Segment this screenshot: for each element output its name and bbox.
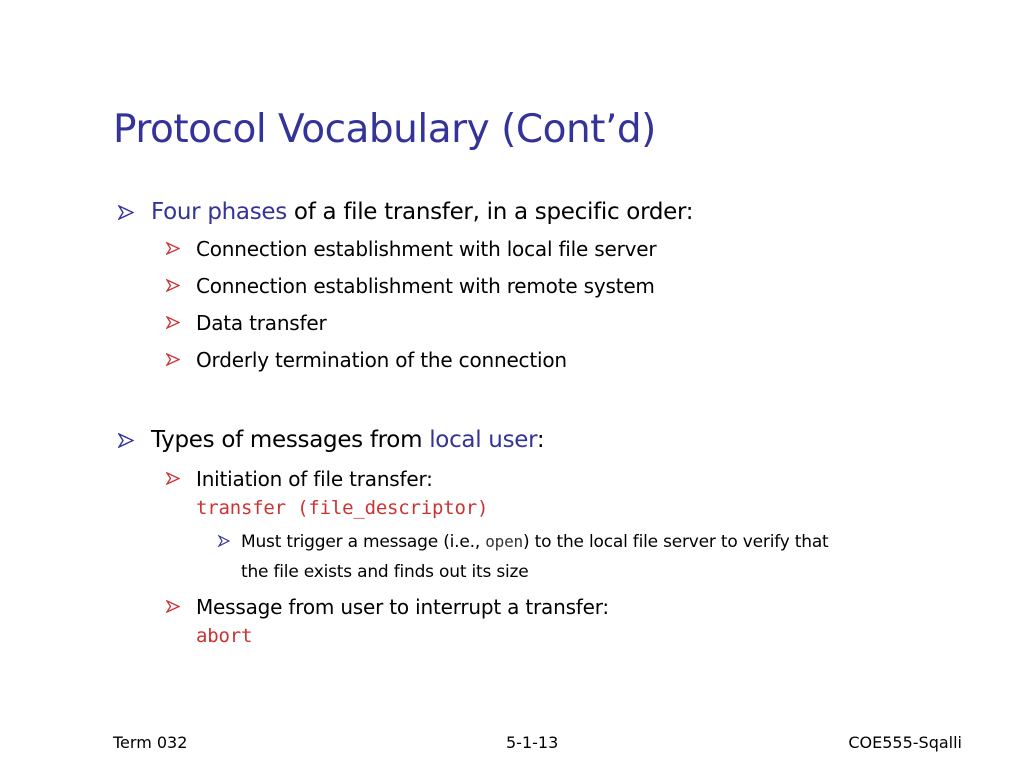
types-suffix: : bbox=[536, 427, 545, 453]
list-item-text: Data transfer bbox=[196, 311, 327, 335]
arrow-bullet-icon bbox=[166, 316, 180, 329]
footer-term: Term 032 bbox=[113, 733, 188, 752]
list-item-text: Message from user to interrupt a transfer: bbox=[196, 595, 609, 619]
list-item-text: Connection establishment with remote system bbox=[196, 274, 655, 298]
list-item-text: Initiation of file transfer: bbox=[196, 467, 433, 491]
four-phases-highlight: Four phases bbox=[151, 199, 287, 225]
code-open: open bbox=[485, 532, 523, 551]
footer-date: 5-1-13 bbox=[506, 733, 559, 752]
arrow-bullet-icon bbox=[166, 600, 180, 613]
arrow-bullet-icon bbox=[166, 472, 180, 485]
arrow-bullet-icon bbox=[118, 433, 134, 448]
arrow-bullet-icon bbox=[118, 205, 134, 220]
sub-item-part2: ) to the local file server to verify that bbox=[522, 532, 829, 552]
footer-course: COE555-Sqalli bbox=[848, 733, 962, 752]
sub-item-line2: the file exists and finds out its size bbox=[241, 562, 529, 582]
arrow-bullet-icon bbox=[218, 535, 230, 547]
arrow-bullet-icon bbox=[166, 242, 180, 255]
arrow-bullet-icon bbox=[166, 279, 180, 292]
code-transfer-text: transfer (file_descriptor) bbox=[196, 497, 489, 519]
slide-title: Protocol Vocabulary (Cont’d) bbox=[113, 107, 656, 152]
list-item-text: Orderly termination of the connection bbox=[196, 348, 567, 372]
code-abort-text: abort bbox=[196, 625, 253, 647]
sub-item-part1: Must trigger a message (i.e., bbox=[241, 532, 486, 552]
list-item-text: Connection establishment with local file server bbox=[196, 237, 657, 261]
arrow-bullet-icon bbox=[166, 353, 180, 366]
four-phases-text: of a file transfer, in a specific order: bbox=[286, 199, 694, 225]
types-prefix: Types of messages from bbox=[151, 427, 430, 453]
local-user-highlight: local user bbox=[429, 427, 537, 453]
